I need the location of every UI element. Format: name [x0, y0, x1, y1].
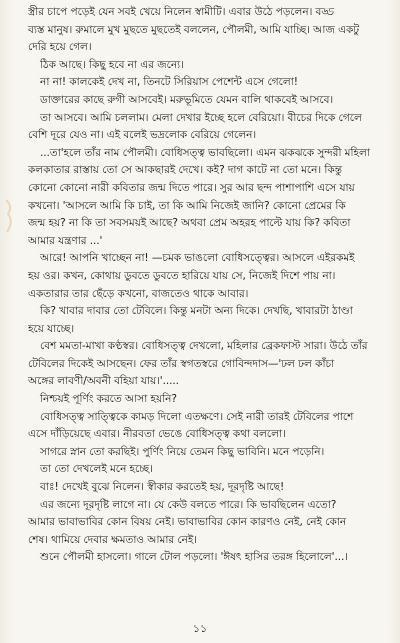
text-line: ঠিক আছে। কিছু হবে না এর জন্যে।: [40, 58, 184, 71]
text-line: ব্যস্ত মানুষ। রুমালে মুখ মুছতে মুছতেই বললেন, পৌলমী, আমি যাচ্ছি। আজ একটু: [28, 23, 360, 36]
text-line: এসে দাঁড়িয়েছে এবার। নীরবতা ভেঙে বোধিসত্ত্ব কথা বললো।: [28, 428, 286, 441]
text-line: কোনো কোনো নারী কবিতার জন্ম দিতে পারে। সুর আর ছন্দ পাশাপাশি এসে যায়: [28, 181, 355, 194]
text-line: অঙ্গের লাবণী/অবনী বহিয়া যায়।'.....: [28, 375, 179, 388]
text-line: স্ত্রীর চাপে পড়েই যেন সবই খেয়ে নিলেন স্বামীটি। এবার উঠে পড়লেন। বড্ড: [28, 6, 334, 18]
text-line: দেরি হয়ে গেল।: [28, 41, 92, 54]
text-line: বোধিসত্ত্ব সাত্ত্বিকে কামড় দিলো এতক্ষণে। সেই নারী তারই টেবিলের পাশে: [40, 410, 354, 423]
text-line: আমার যন্ত্রণার ...': [28, 234, 103, 247]
body-text: [28, 4, 384, 567]
text-line: শুনে পৌলমী হাসলো। গালে টোল পড়লো। 'ঈষৎ হাসির তরঙ্গ হিলোলে'...।: [40, 551, 348, 564]
text-line: জন্ম হয়? না কি তা সবসময়ই আছে? অথবা প্রেম অহরহ পাল্টে যায় কি? কবিতা: [28, 217, 351, 230]
text-line: তা আসবে। আমি চললাম। মেলা দেখার ইচ্ছে হলে বেরিয়ো। বীচের দিকে গেলে: [40, 111, 362, 124]
text-line: কি? খাবার দাবার তো টেবিলে। কিন্তু মনটা অন্য দিকে। দেখছি, খাবারটা ঠাণ্ডা: [40, 305, 353, 318]
text-line: কখনো। 'আসলে আমি কি চাই, তা কি আমি নিজেই জানি? কোনো প্রেমের কি: [28, 199, 346, 212]
text-line: হয় ওর। কখন, কোথায় ডুবতে ডুবতে হারিয়ে যায় সে, নিজেই দিশে পায় না।: [28, 269, 336, 282]
text-line: বেশি দূরে যেও না। এই বলেই ভদ্রলোক বেরিয়ে গেলেন।: [28, 129, 257, 142]
text-line: তা তো দেখলেই মনে হচ্ছে।: [40, 463, 153, 476]
text-line: টেবিলের দিকেই আসছেন। ফের তাঁর স্বগতস্বরে গোবিন্দদাস—'ঢল ঢল কাঁচা: [28, 357, 335, 370]
text-line: কলকাতার রাস্তায় তো সে আকছারই দেখে। কই? দাগ কাটে না তো মনে। কিন্তু: [28, 164, 342, 177]
text-line: বাঃ! দেখেই বুঝে নিলেন। স্বীকার করতেই হয়, দূরদৃষ্টি আছে!: [40, 481, 285, 494]
text-line: একতারার তার ছেঁড়ে কখনো, বাজতেও থাকে আবার।: [28, 287, 249, 300]
text-line: না না! কালকেই দেখ না, তিনটে সিরিয়াস পেশেন্ট এসে গেলো!: [40, 76, 298, 89]
page-number: ১১: [192, 622, 208, 635]
text-line: ডাক্তারের কাছে রুগী আসবেই। মরুভূমিতে যেমন বালি থাকবেই আসবে।: [40, 93, 334, 106]
text-line: নিশ্চয়ই পূর্ণিং করতে আসা হয়নি?: [40, 393, 177, 406]
text-line: হয়ে যাচ্ছে।: [28, 322, 75, 335]
text-line: বেশ মমতা-মাখা কণ্ঠস্বর। বোধিসত্ত্ব দেখলো, মহিলার ব্রেকফাস্ট সারা। উঠে তাঁর: [40, 340, 368, 353]
text-line: সাগরে স্নান তো করছিই। পুর্ণিং নিয়ে তেমন কিছু ভাবিনি। মনে পড়েনি।: [40, 445, 325, 458]
text-line: আরে! আপনি খাচ্ছেন না! —চমক ভাঙলো বোধিসত্ত্বের। আসলে এইরকমই: [40, 252, 355, 265]
text-line: আমার ভাবাভাবির কোন বিষয় নেই। ভাবাভাবির কোন কারণও নেই, নেই কোন: [28, 516, 347, 529]
text-line: এর জন্যে দূরদৃষ্টি লাগে না। যে কেউ বলতে পারে। কি ভাবছিলেন এতো?: [40, 498, 337, 511]
text-line: শেষ। থামিয়ে দেবার ক্ষমতাও আমার নেই।: [28, 533, 197, 546]
text-line: ...তা'হলে তাঁর নাম পৌলমী। বোধিসত্ত্ব ভাবছিলো। এমন ঝকঝকে সুন্দরী মহিলা: [40, 146, 370, 159]
margin-stain: [4, 196, 18, 236]
